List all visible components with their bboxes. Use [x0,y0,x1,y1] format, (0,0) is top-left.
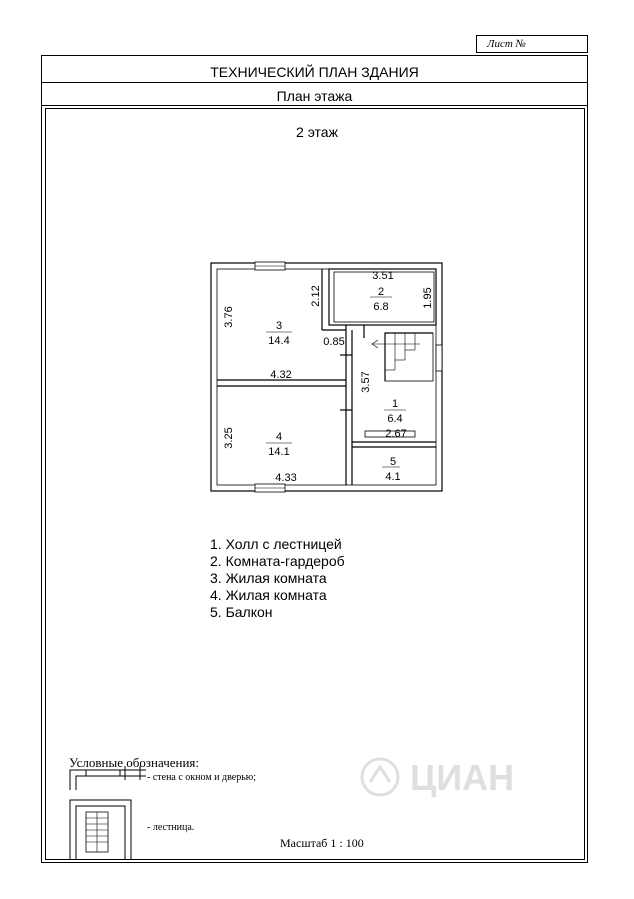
window [436,345,442,371]
cian-watermark-logo [355,742,555,812]
stair-symbol-desc: - лестница. [147,822,195,833]
dim-room2-width: 3.51 [372,270,394,282]
legend-item: 1. Холл с лестницей [210,536,342,552]
room-4-number: 4 [275,431,283,443]
dim-balcony-width: 2.67 [385,428,407,440]
room-5-area: 4.1 [385,471,401,483]
outer-wall-inner [217,269,436,485]
stair-symbol [70,800,131,860]
legend-item: 5. Балкон [210,604,273,620]
staircase-edge [385,333,433,381]
dim-085: 0.85 [323,336,345,348]
legend-item: 4. Жилая комната [210,587,327,603]
dim-room3-height: 3.76 [223,306,235,328]
floor-title: 2 этаж [296,124,338,140]
room-2-area: 6.8 [373,301,389,313]
room-5-number: 5 [389,456,397,468]
wall-symbol-desc: - стена с окном и дверью; [147,772,257,783]
room-1-area: 6.4 [387,413,403,425]
staircase [385,333,433,381]
dim-hall-height: 3.57 [360,371,372,393]
dim-room2-height-left: 2.12 [310,285,322,307]
svg-text:ЦИАН: ЦИАН [410,757,515,798]
room-3-number: 3 [275,320,283,332]
legend-item: 2. Комната-гардероб [210,553,345,569]
dim-room3-width: 4.32 [270,369,292,381]
dim-room4-width: 4.33 [275,472,297,484]
conventions-title: Условные обозначения: [69,755,200,770]
dim-room4-height: 3.25 [223,427,235,449]
room-2-number: 2 [377,286,385,298]
sheet-number-label: Лист № [476,35,588,53]
room-legend [210,536,345,621]
document-subtitle: План этажа [41,82,588,106]
outer-wall [211,263,442,491]
scale-label: Масштаб 1 : 100 [280,836,364,850]
room-1-number: 1 [391,398,399,410]
room-4-area: 14.1 [268,446,290,458]
document-title: ТЕХНИЧЕСКИЙ ПЛАН ЗДАНИЯ [41,55,588,83]
legend-item: 3. Жилая комната [210,570,327,586]
room-3-area: 14.4 [268,335,290,347]
dim-room2-height-right: 1.95 [422,287,434,309]
